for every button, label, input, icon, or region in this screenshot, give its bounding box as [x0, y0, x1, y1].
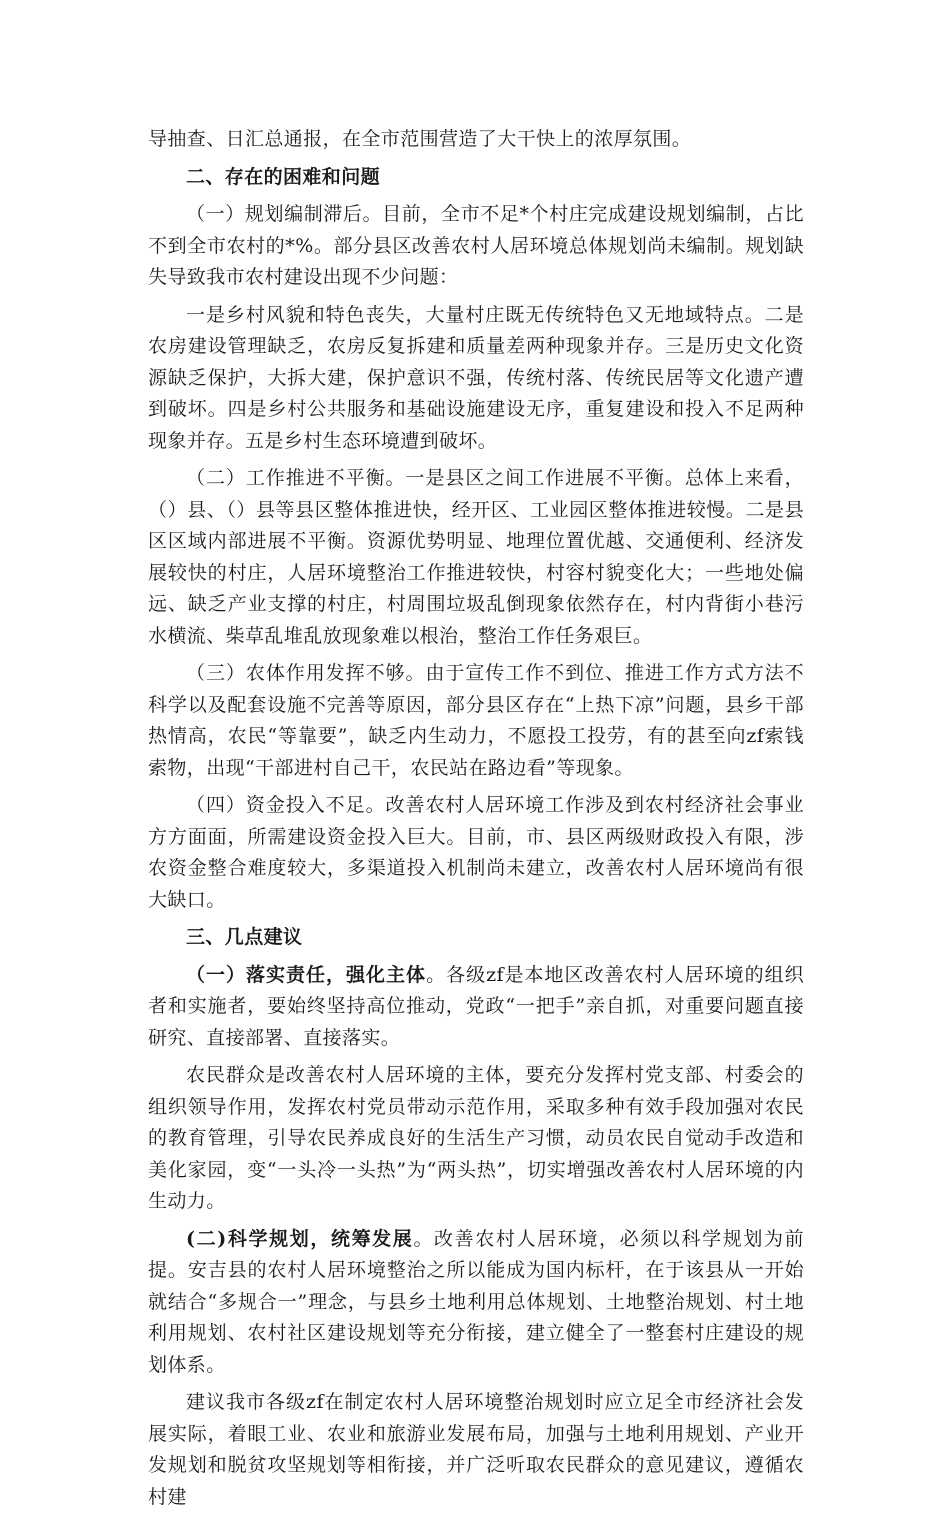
section-heading-difficulties: 二、存在的困难和问题: [186, 165, 381, 188]
paragraph-lead-planning: (二)科学规划，统筹发展: [186, 1227, 414, 1250]
paragraph-funding-shortage: （四）资金投入不足。改善农村人居环境工作涉及到农村经济社会事业方方面面，所需建设资金投入巨大。目前，市、县区两级财政投入有限，涉农资金整合难度较大，多渠道投入机制尚未建立，改善农村人居环境尚有很大缺口。: [148, 794, 804, 911]
paragraph-planning-problems: 一是乡村风貌和特色丧失，大量村庄既无传统特色又无地域特点。二是农房建设管理缺乏，农房反复拆建和质量差两种现象并存。三是历史文化资源缺乏保护，大拆大建，保护意识不强，传统村落、传统民居等文化遗产遭到破坏。四是乡村公共服务和基础设施建设无序，重复建设和投入不足两种现象并存。五是乡村生态环境遭到破坏。: [148, 303, 804, 452]
paragraph-farmer-subject: 农民群众是改善农村人居环境的主体，要充分发挥村党支部、村委会的组织领导作用，发挥农村党员带动示范作用，采取多种有效手段加强对农民的教育管理，引导农民养成良好的生活生产习惯，动员农民自觉动手改造和美化家园，变“一头冷一头热”为“两头热”，切实增强改善农村人居环境的内生动力。: [148, 1064, 804, 1212]
paragraph-lead-responsibility: （一）落实责任，强化主体: [186, 963, 427, 986]
paragraph-planning-suggestion: 建议我市各级zf在制定农村人居环境整治规划时应立足全市经济社会发展实际，着眼工业、农业和旅游业发展布局，加强与土地利用规划、产业开发规划和脱贫攻坚规划等相衔接，并广泛听取农民群众的意见建议，遵循农村建: [148, 1391, 804, 1508]
paragraph-intro: 导抽查、日汇总通报，在全市范围营造了大干快上的浓厚氛围。: [148, 128, 692, 150]
paragraph-body-responsibility: 。各级zf是本地区改善农村人居环境的组织者和实施者，要始终坚持高位推动，党政“一把手”亲自抓，对重要问题直接研究、直接部署、直接落实。: [148, 963, 804, 1049]
section-heading-suggestions: 三、几点建议: [186, 926, 303, 948]
paragraph-scientific-planning: [148, 1224, 804, 1382]
document-body: [148, 124, 804, 1519]
paragraph-farmer-role: （三）农体作用发挥不够。由于宣传工作不到位、推进工作方式方法不科学以及配套设施不完善等原因，部分县区存在“上热下凉”问题，县乡干部热情高，农民“等靠要”，缺乏内生动力，不愿投工投劳，有的甚至向zf索钱索物，出现“干部进村自己干，农民站在路边看”等现象。: [148, 662, 804, 779]
paragraph-planning-lag: （一）规划编制滞后。目前，全市不足*个村庄完成建设规划编制，占比不到全市农村的*%。部分县区改善农村人居环境总体规划尚未编制。规划缺失导致我市农村建设出现不少问题：: [148, 203, 804, 288]
paragraph-uneven-progress: （二）工作推进不平衡。一是县区之间工作进展不平衡。总体上来看，（）县、（）县等县区整体推进快，经开区、工业园区整体推进较慢。二是县区区域内部进展不平衡。资源优势明显、地理位置优越、交通便利、经济发展较快的村庄，人居环境整治工作推进较快，村容村貌变化大；一些地处偏远、缺乏产业支撑的村庄，村周围垃圾乱倒现象依然存在，村内背街小巷污水横流、柴草乱堆乱放现象难以根治，整治工作任务艰巨。: [148, 467, 804, 647]
paragraph-body-planning: 。改善农村人居环境，必须以科学规划为前提。安吉县的农村人居环境整治之所以能成为国内标杆，在于该县从一开始就结合“多规合一”理念，与县乡土地利用总体规划、土地整治规划、村土地利用规划、农村社区建设规划等充分衔接，建立健全了一整套村庄建设的规划体系。: [148, 1227, 805, 1376]
paragraph-responsibility: [148, 960, 804, 1055]
